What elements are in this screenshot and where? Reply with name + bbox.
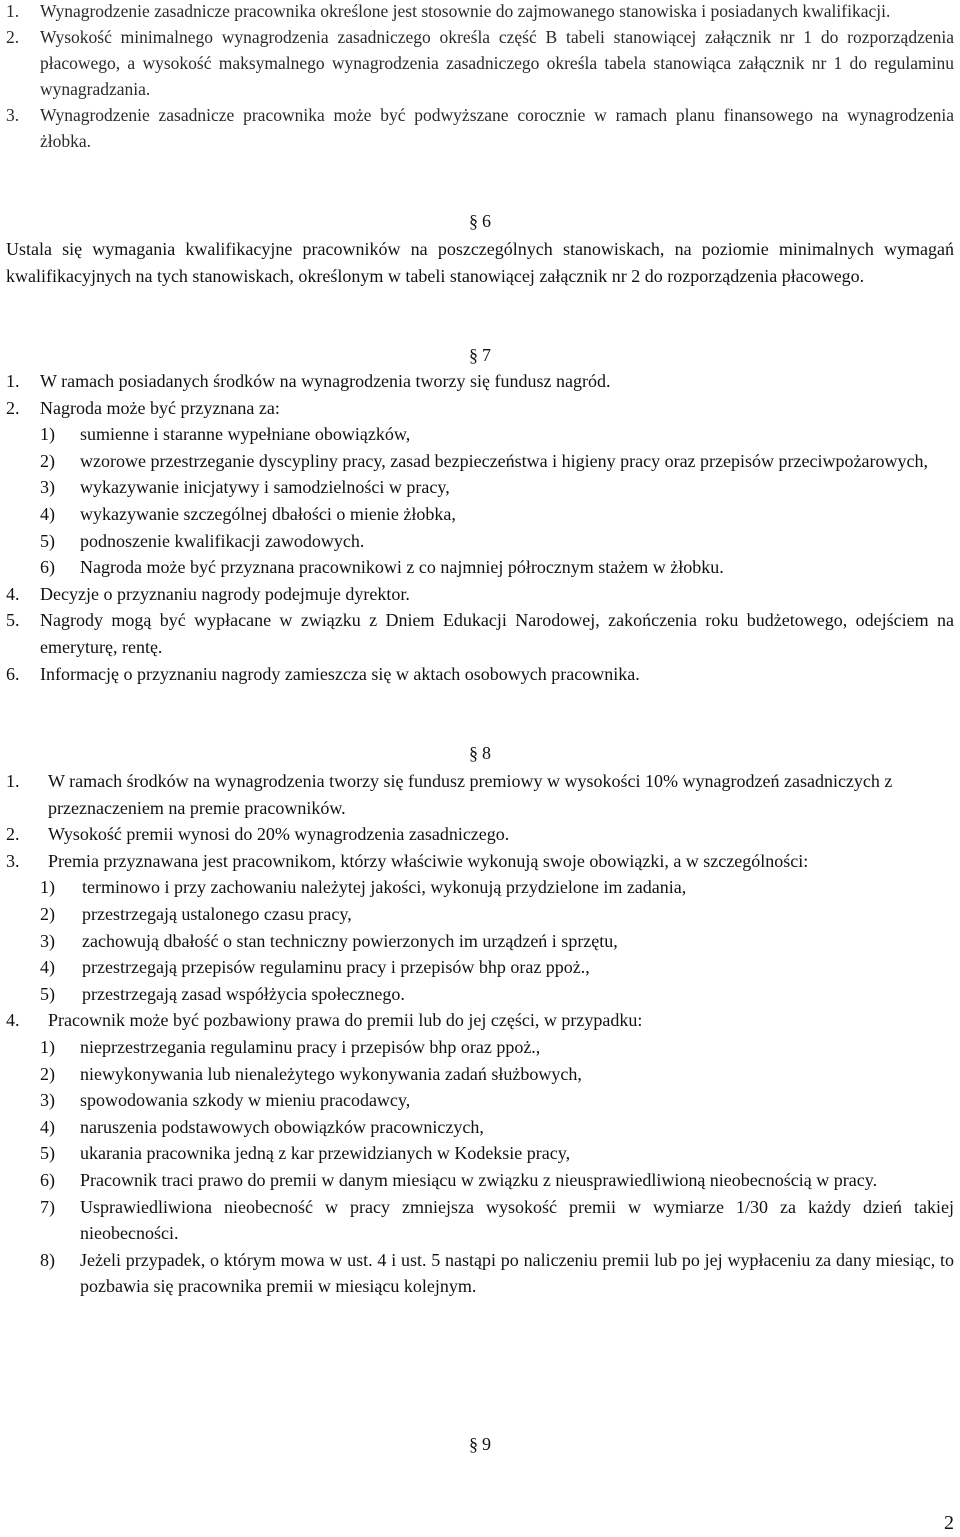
nested-list [6, 874, 954, 1007]
list-item [40, 981, 954, 1008]
item-text: W ramach posiadanych środków na wynagrodzenia tworzy się fundusz nagród. [40, 371, 611, 391]
list-item [40, 1034, 954, 1061]
list-item [40, 928, 954, 955]
item-number: 6) [40, 557, 55, 578]
list-item [6, 768, 954, 821]
item-text: niewykonywania lub nienależytego wykonywania zadań służbowych, [80, 1063, 582, 1084]
item-text: Nagrody mogą być wypłacane w związku z Dniem Edukacji Narodowej, zakończenia roku budżetowego, odejściem na emeryturę, rentę. [40, 610, 954, 657]
section-7-heading [0, 342, 960, 368]
item-number: 2. [6, 824, 20, 845]
item-number: 1) [40, 424, 55, 445]
item-number: 2. [6, 397, 20, 418]
list-item [6, 821, 954, 848]
item-text: sumienne i staranne wypełniane obowiązków, [80, 424, 411, 445]
paragraph-text: Ustala się wymagania kwalifikacyjne pracowników na poszczególnych stanowiskach, na poziomie minimalnych wymagań kwalifikacyjnych na tych stanowiskach, określonym w tabeli stanowiącej załącznik nr 2 do rozporządzenia płacowego. [6, 239, 954, 286]
item-number: 2. [6, 27, 20, 47]
list-item [40, 954, 954, 981]
item-text: spowodowania szkody w mieniu pracodawcy, [80, 1090, 411, 1111]
list-item [6, 0, 954, 24]
list-item [6, 607, 954, 660]
list-item [40, 1247, 954, 1300]
list-item [40, 1061, 954, 1088]
item-text: wykazywanie szczególnej dbałości o mienie żłobka, [80, 503, 456, 524]
item-text: zachowują dbałość o stan techniczny powierzonych im urządzeń i sprzętu, [82, 930, 618, 951]
item-text: Wynagrodzenie zasadnicze pracownika może być podwyższane corocznie w ramach planu finansowego na wynagrodzenia żłobka. [40, 105, 954, 151]
list-item [40, 1114, 954, 1141]
item-text: Nagroda może być przyznana za: [40, 397, 280, 418]
item-number: 1) [40, 1036, 55, 1057]
item-number: 3. [6, 850, 20, 871]
item-text: Wysokość minimalnego wynagrodzenia zasadniczego określa część B tabeli stanowiącej załącznik nr 1 do rozporządzenia płacowego, a wysokość maksymalnego wynagrodzenia zasadniczego określa tabela stanowiąca załącznik nr 1 do regulaminu wynagradzania. [40, 27, 954, 99]
list-item [40, 1194, 954, 1247]
page-number: 2 [944, 1512, 954, 1534]
item-text: przestrzegają ustalonego czasu pracy, [82, 903, 352, 924]
item-text: Informację o przyznaniu nagrody zamieszcza się w aktach osobowych pracownika. [40, 663, 640, 684]
paragraph-symbol: § [469, 345, 478, 365]
item-number: 1. [6, 771, 20, 791]
item-text: Decyzje o przyznaniu nagrody podejmuje dyrektor. [40, 583, 410, 604]
paragraph-symbol: § [469, 211, 478, 231]
item-number: 4) [40, 503, 55, 524]
section-9-heading [0, 1431, 960, 1457]
item-number: 2) [40, 903, 55, 924]
section-number: 6 [482, 211, 491, 231]
item-number: 3) [40, 1090, 55, 1111]
item-number: 4. [6, 583, 20, 604]
list-item [40, 501, 954, 528]
item-number: 5) [40, 983, 55, 1004]
item-number: 1. [6, 371, 20, 391]
nested-list [6, 421, 954, 581]
item-number: 3) [40, 930, 55, 951]
item-number: 8) [40, 1249, 55, 1270]
item-text: naruszenia podstawowych obowiązków pracowniczych, [80, 1116, 484, 1137]
list-item [40, 1167, 954, 1194]
item-number: 6) [40, 1169, 55, 1190]
item-text: nieprzestrzegania regulaminu pracy i przepisów bhp oraz ppoż., [80, 1036, 541, 1057]
item-text: wykazywanie inicjatywy i samodzielności w pracy, [80, 477, 450, 498]
item-number: 5) [40, 1143, 55, 1164]
list-item [6, 102, 954, 154]
item-number: 5) [40, 530, 55, 551]
section-number: 7 [482, 345, 491, 365]
item-number: 5. [6, 610, 20, 631]
item-text: Wynagrodzenie zasadnicze pracownika określone jest stosownie do zajmowanego stanowiska i posiadanych kwalifikacji. [40, 1, 891, 21]
item-text: Jeżeli przypadek, o którym mowa w ust. 4 i ust. 5 nastąpi po naliczeniu premii lub po jej wypłaceniu za dany miesiąc, to pozbawia się pracownika premii w miesiącu kolejnym. [80, 1249, 954, 1297]
list-item [40, 421, 954, 448]
section-7-list [6, 368, 954, 687]
section-6-heading [0, 208, 960, 234]
item-text: Pracownik traci prawo do premii w danym miesiącu w związku z nieusprawiedliwioną nieobecnością w pracy. [80, 1169, 878, 1190]
item-number: 1. [6, 1, 20, 21]
section-number: 9 [482, 1434, 491, 1454]
item-number: 3. [6, 105, 20, 125]
item-number: 2) [40, 450, 55, 471]
list-item [6, 24, 954, 102]
list-item [40, 448, 954, 475]
list-item [6, 581, 954, 608]
item-text: Pracownik może być pozbawiony prawa do premii lub do jej części, w przypadku: [48, 1010, 643, 1031]
paragraph-symbol: § [469, 743, 478, 763]
item-number: 3) [40, 477, 55, 498]
list-item [6, 1007, 954, 1034]
item-text: Usprawiedliwiona nieobecność w pracy zmniejsza wysokość premii w wymiarze 1/30 za każdy dzień takiej nieobecności. [80, 1196, 954, 1244]
paragraph-symbol: § [469, 1434, 478, 1454]
item-text: Nagroda może być przyznana pracownikowi z co najmniej półrocznym stażem w żłobku. [80, 557, 724, 578]
item-number: 4) [40, 957, 55, 978]
section-8-list [6, 768, 954, 1300]
list-item [40, 554, 954, 581]
list-item [40, 1140, 954, 1167]
list-item [40, 874, 954, 901]
item-text: przestrzegają zasad współżycia społecznego. [82, 983, 405, 1004]
item-text: terminowo i przy zachowaniu należytej jakości, wykonują przydzielone im zadania, [82, 877, 687, 898]
list-item [6, 368, 954, 395]
nested-list [6, 1034, 954, 1300]
item-number: 1) [40, 877, 55, 898]
section-5-list [6, 0, 954, 154]
list-item [40, 901, 954, 928]
item-text: wzorowe przestrzeganie dyscypliny pracy, zasad bezpieczeństwa i higieny pracy oraz przepisów przeciwpożarowych, [80, 450, 928, 471]
list-item [40, 474, 954, 501]
item-number: 6. [6, 663, 20, 684]
list-item [40, 528, 954, 555]
list-item [6, 848, 954, 875]
item-text: ukarania pracownika jedną z kar przewidzianych w Kodeksie pracy, [80, 1143, 571, 1164]
item-text: przestrzegają przepisów regulaminu pracy i przepisów bhp oraz ppoż., [82, 957, 590, 978]
item-number: 2) [40, 1063, 55, 1084]
item-number: 4) [40, 1116, 55, 1137]
list-item [40, 1087, 954, 1114]
section-number: 8 [482, 743, 491, 763]
list-item [6, 661, 954, 688]
item-number: 4. [6, 1010, 20, 1031]
section-6-text [6, 236, 954, 289]
list-item [6, 395, 954, 422]
item-text: Wysokość premii wynosi do 20% wynagrodzenia zasadniczego. [48, 824, 510, 845]
item-text: podnoszenie kwalifikacji zawodowych. [80, 530, 365, 551]
section-8-heading [0, 740, 960, 766]
item-text: Premia przyznawana jest pracownikom, którzy właściwie wykonują swoje obowiązki, a w szczególności: [48, 850, 809, 871]
item-number: 7) [40, 1196, 55, 1217]
item-text: W ramach środków na wynagrodzenia tworzy się fundusz premiowy w wysokości 10% wynagrodzeń zasadniczych z przeznaczeniem na premie pracowników. [48, 771, 893, 818]
